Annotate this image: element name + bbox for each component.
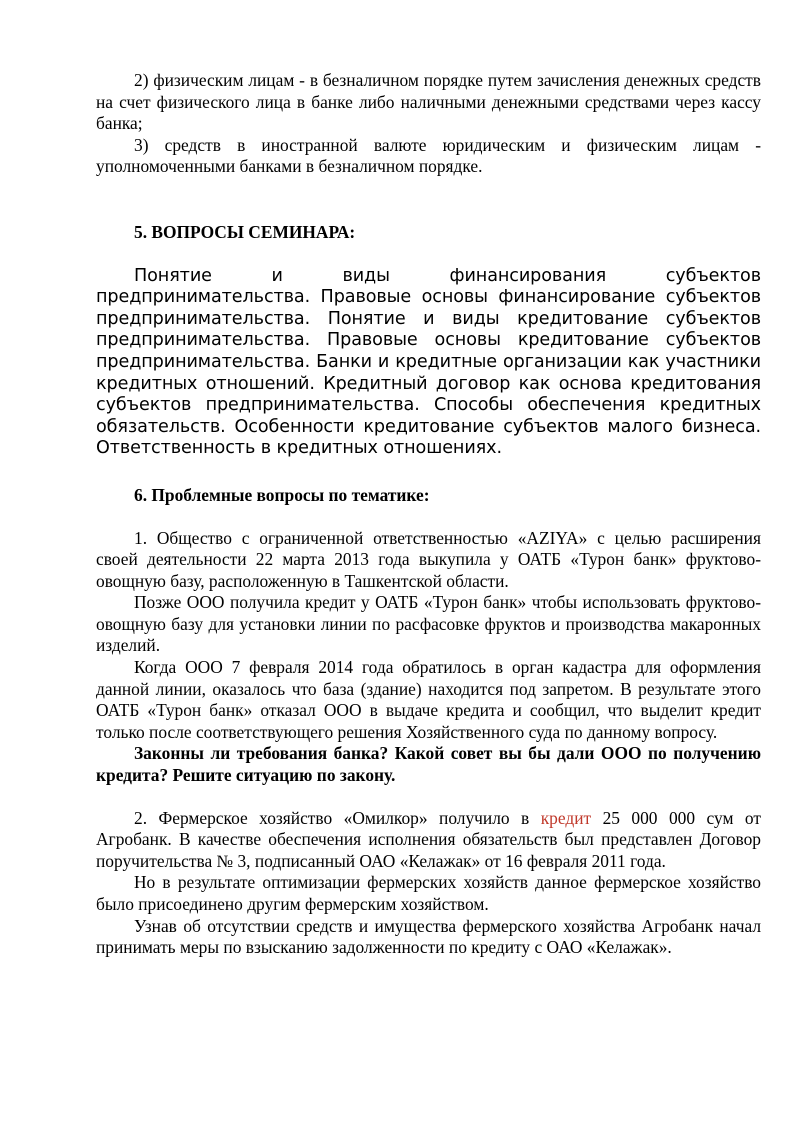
document-page [96, 70, 761, 959]
section-5-text: Понятие и виды финансирования субъектов предпринимательства. Правовые основы финансирование субъектов предпринимательства. Понятие и виды кредитование субъектов предпринимательства. Правовые основы кредитование субъектов предпринимательства. Банки и кредитные организации как участники кредитных отношений. Кредитный договор как основа кредитования субъектов предпринимательства. Способы обеспечения кредитных обязательств. Особенности кредитование субъектов малого бизнеса. Ответственность в кредитных отношениях. [96, 265, 761, 459]
case-2-text-start: 2. Фермерское хозяйство «Омилкор» получило в [134, 807, 541, 828]
case-1-question: Законны ли требования банка? Какой совет вы бы дали ООО по получению кредита? Решите ситуацию по закону. [96, 743, 761, 786]
case-1-paragraph-3: Когда ООО 7 февраля 2014 года обратилось в орган кадастра для оформления данной линии, оказалось что база (здание) находится под запретом. В результате этого ОАТБ «Турон банк» отказал ООО в выдаче кредита и сообщил, что выделит кредит только после соответствующего решения Хозяйственного суда по данному вопросу. [96, 657, 761, 742]
case-2-paragraph-1 [96, 808, 761, 873]
section-5-heading: 5. ВОПРОСЫ СЕМИНАРА: [134, 221, 356, 242]
credit-highlight: кредит [540, 807, 592, 828]
case-2-paragraph-3: Узнав об отсутствии средств и имущества фермерского хозяйства Агробанк начал принимать меры по взысканию задолженности по кредиту с ОАО «Келажак». [96, 915, 761, 958]
spacer [96, 787, 761, 808]
paragraph-foreign-currency: 3) средств в иностранной валюте юридическим и физическим лицам - уполномоченными банками в безналичном порядке. [96, 134, 761, 177]
paragraph-individuals: 2) физическим лицам - в безналичном порядке путем зачисления денежных средств на счет физического лица в банке либо наличными денежными средствами через кассу банка; [96, 70, 761, 134]
case-1-paragraph-1: 1. Общество с ограниченной ответственностью «AZIYA» с целью расширения своей деятельности 22 марта 2013 года выкупила у ОАТБ «Турон банк» фруктово-овощную базу, расположенную в Ташкентской области. [96, 527, 761, 591]
case-2-text-end: 25 000 000 сум от Агробанк. В качестве обеспечения исполнения обязательств был представлен Договор поручительства № 3, подписанный ОАО «Келажак» от 16 февраля 2011 года. [96, 807, 761, 871]
case-1-paragraph-2: Позже ООО получила кредит у ОАТБ «Турон банк» чтобы использовать фруктово-овощную базу для установки линии по расфасовке фруктов и производства макаронных изделий. [96, 592, 761, 656]
case-2-paragraph-2: Но в результате оптимизации фермерских хозяйств данное фермерское хозяйство было присоединено другим фермерским хозяйством. [96, 872, 761, 914]
section-6-heading: 6. Проблемные вопросы по тематике: [134, 484, 430, 505]
